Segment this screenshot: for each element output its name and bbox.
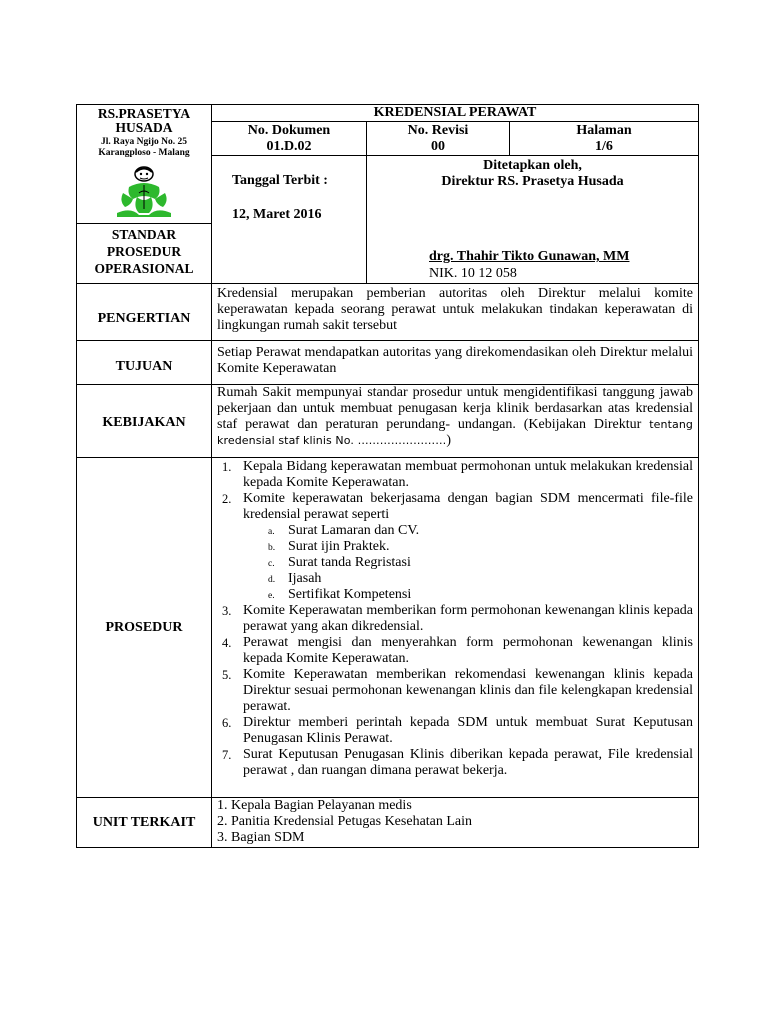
prosedur-item-number: 4. [222,636,232,650]
tanggal-terbit-cell [212,156,367,284]
prosedur-row [77,458,699,798]
sop-document [76,104,698,848]
prosedur-item-number: 6. [222,716,232,730]
halaman-label: Halaman [576,122,632,138]
prosedur-item-text: Komite Keperawatan memberikan rekomendasi kewenangan klinis kepada Direktur sesuai permohonan kewenangan klinis dan file kelengkapan kredensial perawat. [243,667,693,714]
prosedur-item-number: 1. [222,460,232,474]
signer-nik: NIK. 10 12 058 [429,266,517,281]
prosedur-subitem [212,587,693,603]
prosedur-subitem-text: Surat ijin Praktek. [288,539,390,554]
prosedur-item-number: 2. [222,492,232,506]
sop-title-line2: PROSEDUR [106,244,182,259]
prosedur-item [212,459,693,491]
sop-title-line1: STANDAR [111,227,177,242]
sop-table [76,104,699,848]
kebijakan-text: Rumah Sakit mempunyai standar prosedur untuk mengidentifikasi tanggung jawab pekerjaan dan untuk membuat penugasan kerja klinik berdasarkan atas kredensial staf perawat dan peraturan perundang- undangan. (Kebijakan Direktur [217,385,693,432]
sop-title-cell [77,224,212,284]
no-revisi-label: No. Revisi [407,122,469,138]
prosedur-item-text: Direktur memberi perintah kepada SDM untuk membuat Surat Keputusan Penugasan Klinis Perawat. [243,715,693,746]
prosedur-subitem [212,539,693,555]
prosedur-subitem-text: Surat Lamaran dan CV. [288,523,420,538]
kebijakan-text-cell [212,385,699,458]
hospital-name-line2: HUSADA [115,120,173,135]
prosedur-item-number: 3. [222,604,232,618]
prosedur-subitem [212,571,693,587]
prosedur-subitem-marker: b. [268,543,276,553]
prosedur-label: PROSEDUR [77,458,212,798]
prosedur-item [212,603,693,635]
unit-terkait-item: 1. Kepala Bagian Pelayanan medis [217,798,412,813]
no-revisi-cell [367,122,510,156]
kebijakan-label: KEBIJAKAN [77,385,212,458]
ditetapkan-line2: Direktur RS. Prasetya Husada [441,174,624,189]
prosedur-item [212,491,693,603]
halaman-cell [510,122,699,156]
prosedur-list [212,459,698,779]
prosedur-item [212,715,693,747]
prosedur-item-number: 7. [222,748,232,762]
no-revisi-value: 00 [431,138,445,154]
tanggal-terbit-label: Tanggal Terbit : [232,173,328,188]
unit-terkait-item: 3. Bagian SDM [217,830,305,845]
prosedur-sublist [212,523,693,603]
prosedur-subitem-marker: d. [268,575,276,585]
hospital-name-line1: RS.PRASETYA [97,106,191,121]
unit-terkait-item: 2. Panitia Kredensial Petugas Kesehatan Lain [217,814,473,829]
no-dokumen-label: No. Dokumen [247,122,331,138]
prosedur-subitem-marker: a. [268,527,275,537]
pengertian-text: Kredensial merupakan pemberian autoritas oleh Direktur melalui komite keperawatan kepada seorang perawat untuk melakukan tindakan keperawatan di lingkungan rumah sakit tersebut [212,284,699,341]
unit-terkait-list [212,798,699,848]
prosedur-item [212,667,693,715]
prosedur-subitem [212,523,693,539]
prosedur-item-text: Komite keperawatan bekerjasama dengan bagian SDM mencermati file-file kredensial perawat seperti [243,491,693,522]
prosedur-item [212,747,693,779]
signer-name: drg. Thahir Tikto Gunawan, MM [429,249,630,264]
halaman-value: 1/6 [595,138,613,154]
prosedur-item-text: Perawat mengisi dan menyerahkan form permohonan kewenangan klinis kepada Komite Keperawatan. [243,635,693,666]
hospital-logo-icon [109,163,179,221]
prosedur-item-text: Surat Keputusan Penugasan Klinis diberikan kepada perawat, File kredensial perawat , dan ruangan dimana perawat bekerja. [243,747,693,778]
prosedur-item-text: Kepala Bidang keperawatan membuat permohonan untuk melakukan kredensial kepada Komite Keperawatan. [243,459,693,490]
pengertian-label: PENGERTIAN [77,284,212,341]
prosedur-item [212,635,693,667]
no-dokumen-value: 01.D.02 [266,138,312,154]
unit-terkait-row [77,798,699,848]
pengertian-row [77,284,699,341]
unit-terkait-label: UNIT TERKAIT [77,798,212,848]
tujuan-row [77,341,699,385]
hospital-header-cell [77,105,212,224]
prosedur-list-cell [212,458,699,798]
document-title: KREDENSIAL PERAWAT [212,105,699,122]
ditetapkan-cell [367,156,699,284]
no-dokumen-cell [212,122,367,156]
tujuan-label: TUJUAN [77,341,212,385]
hospital-address-line2: Karangploso - Malang [98,148,190,158]
hospital-address-line1: Jl. Raya Ngijo No. 25 [100,137,188,147]
prosedur-subitem-text: Sertifikat Kompetensi [288,587,412,602]
prosedur-item-number: 5. [222,668,232,682]
tanggal-terbit-value: 12, Maret 2016 [232,207,322,222]
kebijakan-text-end: ) [446,433,452,448]
prosedur-item-text: Komite Keperawatan memberikan form permohonan kewenangan klinis kepada perawat yang akan dikredensial. [243,603,693,634]
sop-title-line3: OPERASIONAL [94,261,194,276]
prosedur-subitem [212,555,693,571]
tujuan-text: Setiap Perawat mendapatkan autoritas yang direkomendasikan oleh Direktur melalui Komite Keperawatan [212,341,699,385]
prosedur-subitem-marker: c. [268,559,275,569]
prosedur-subitem-text: Surat tanda Regristasi [288,555,411,570]
kebijakan-row [77,385,699,458]
ditetapkan-line1: Ditetapkan oleh, [483,158,582,173]
prosedur-subitem-marker: e. [268,591,275,601]
kebijakan-text-small: tentang kredensial staf klinis No. …………………… [217,418,694,447]
prosedur-subitem-text: Ijasah [288,571,322,586]
